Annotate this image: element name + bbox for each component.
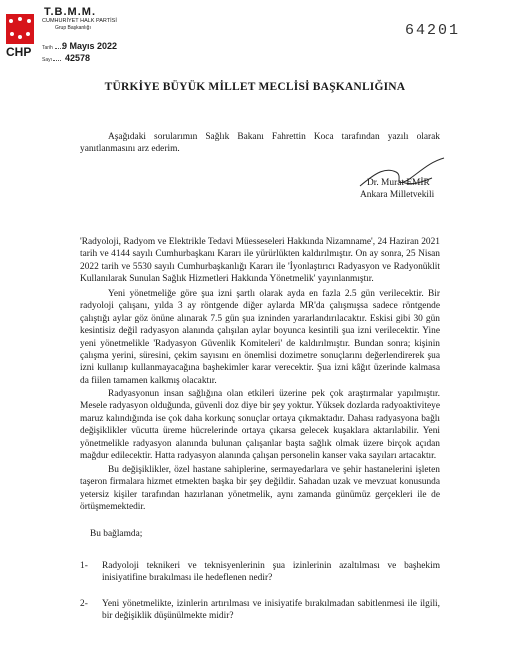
page-title: TÜRKİYE BÜYÜK MİLLET MECLİSİ BAŞKANLIĞINA	[104, 81, 406, 93]
logo-text: CHP	[6, 45, 32, 59]
party-name: CUMHURİYET HALK PARTİSİ	[42, 18, 117, 24]
question-number: 1-	[80, 561, 88, 571]
body-paragraph: Yeni yönetmeliğe göre şua izni şartlı olarak ayda en fazla 2.5 gün verilecektir. Bir radyoloji çalışanı, yılda 3 ay röntgende diğer aylarda MR'da çalışmışsa sadece röntgende çalıştığı aylar göz önüne alınarak 7.5 gün şua izninden yararlandırılacaktır. Eskisi gibi 30 gün kesintisiz değil radyasyon alanında çalışılan aylar boyunca kesintili şua izni verilecektir. Yine yeni yönetmelikle 'Radyasyon Güvenlik Komiteleri' de kaldırılmıştır. Bundan sonra; kişinin çalışma yerini, süresini, çekim sayısını en önemlisi dozimetre sonuçlarını değerlendirerek şua izni kullanıp kullanmayacağına başhekimler karar verecektir. Şua izni kâğıt üzerinde kalmasa da fiilen tamamen kalkmış olacaktır.	[80, 289, 440, 386]
question-text: Radyoloji teknikeri ve teknisyenlerinin şua izinlerinin azaltılması ve başhekim inisiyatifine bırakılması ile hedeflenen nedir?	[102, 561, 440, 584]
document-stamp-number: 64201	[404, 22, 460, 39]
body-paragraph: Bu değişiklikler, özel hastane sahiplerine, sermayedarlara ve şehir hastanelerini işleten taşeron firmalara hizmet etmekten başka bir şey değildir. Sahadan uzak ve mevzuat konusunda yetersiz kişiler tarafından hazırlanan yönetmelik, aynı zamanda günümüz gerçekleri ile de örtüşmemektedir.	[80, 465, 440, 513]
number-value: 42578	[65, 53, 91, 63]
number-label: Sayı	[42, 57, 53, 63]
list-item	[80, 560, 440, 586]
body-paragraph: Radyasyonun insan sağlığına olan etkileri üzerine pek çok araştırmalar yapılmıştır. Mesele radyasyon olduğunda, güvenli doz diye bir şey yoktur. Yüksek dozlarda radyoaktiviteye maruz kalındığında ise çok daha korkunç sonuçlar ortaya çıkmaktadır. Dahası radyasyona bağlı değişiklikler vücutta üreme hücrelerinde ortaya çıkarsa gelecek kuşaklara aktarılabilir. Yeni yönetmelikle radyasyon alanında bulunan çalışanlar başta sağlık olmak üzere birçok açıdan mağdur edilecektir. Hatta radyasyon alanında çalışan personelin kanser vaka sayıları artacaktır.	[80, 389, 440, 462]
question-number: 2-	[80, 599, 88, 609]
question-text: Yeni yönetmelikte, izinlerin artırılması ve inisiyatife bırakılmadan sabitlenmesi ile ilgili, bir değişiklik düşünülmekte midir?	[102, 599, 440, 622]
group-name: Grup Başkanlığı	[55, 25, 91, 31]
signature-name: Dr. Murat EMİR	[367, 178, 430, 188]
body-paragraph: 'Radyoloji, Radyom ve Elektrikle Tedavi Müesseseleri Hakkında Nizamname', 24 Haziran 2021 tarih ve 4144 sayılı Cumhurbaşkanı Kararı ile yürürlükten kaldırılmıştır. On ay sonra, 25 Nisan 2022 tarih ve 5530 sayılı Cumhurbaşkanlığı Kararı ile 'İyonlaştırıcı Radyasyon ve Radyonüklit Kullanılarak Sunulan Sağlık Hizmetleri Hakkında Yönetmelik' yayınlanmıştır.	[80, 237, 440, 285]
lead-text: Bu bağlamda;	[90, 529, 143, 539]
date-label: Tarih	[42, 45, 53, 51]
org-name: T.B.M.M.	[44, 6, 96, 18]
date-value: 9 Mayıs 2022	[62, 41, 118, 51]
divider	[53, 60, 61, 61]
signature-title: Ankara Milletvekili	[360, 190, 435, 200]
intro-paragraph: Aşağıdaki sorularımın Sağlık Bakanı Fahrettin Koca tarafından yazılı olarak yanıtlanmasını arz ederim.	[80, 132, 440, 155]
list-item	[80, 598, 440, 624]
